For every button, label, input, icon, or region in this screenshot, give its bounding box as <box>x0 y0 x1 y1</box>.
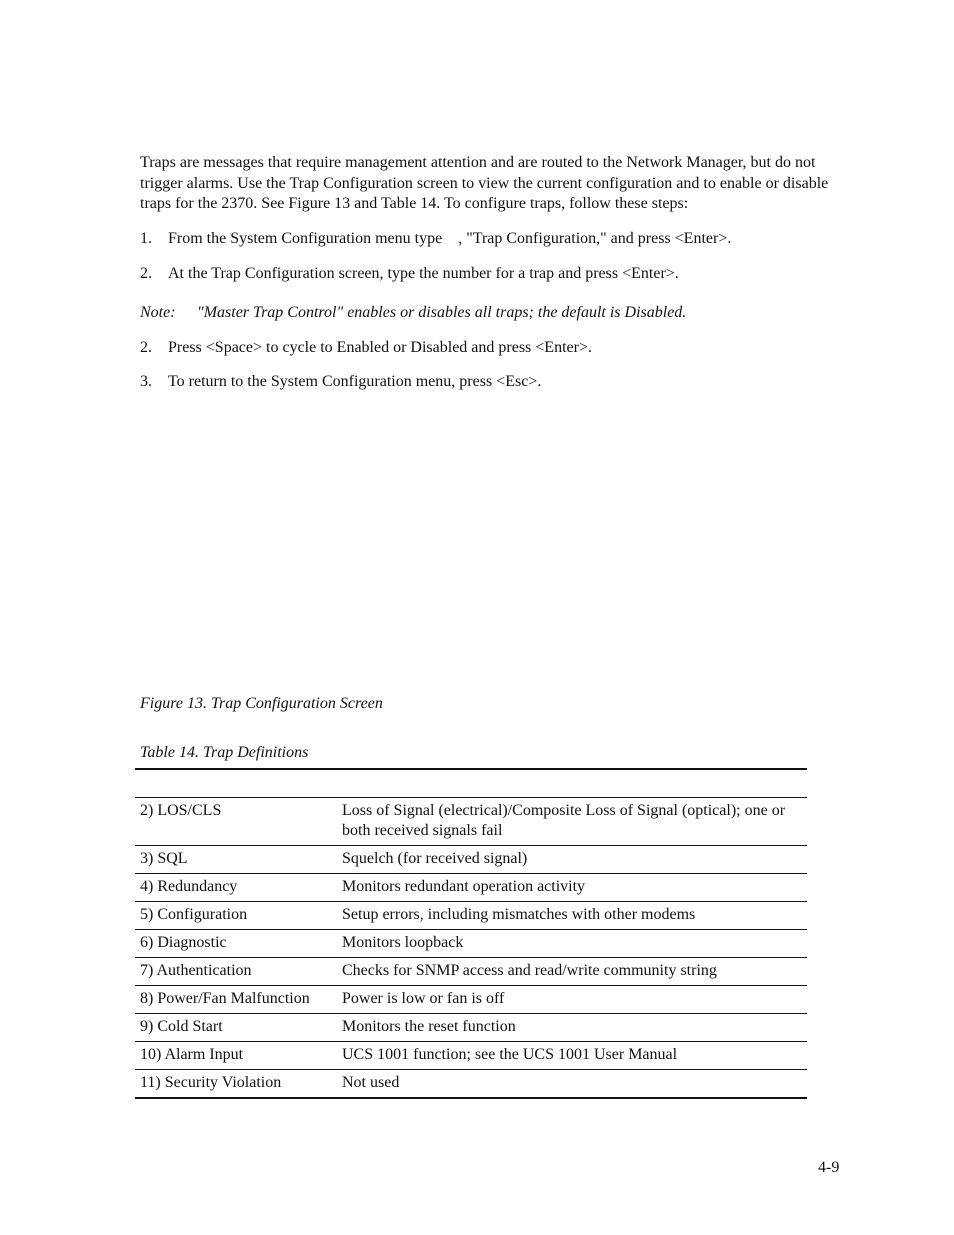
table-header-rule <box>135 768 807 770</box>
step-3 <box>140 372 840 392</box>
step-number: 2. <box>140 339 152 356</box>
trap-description-cell: Checks for SNMP access and read/write community string <box>337 958 807 986</box>
step-number: 2. <box>140 265 152 282</box>
trap-description-cell: UCS 1001 function; see the UCS 1001 User Manual <box>337 1042 807 1070</box>
trap-description-cell: Not used <box>337 1070 807 1099</box>
trap-name-cell: 3) SQL <box>135 846 337 874</box>
figure-caption: Figure 13. Trap Configuration Screen <box>140 695 383 712</box>
page-number: 4-9 <box>818 1159 840 1176</box>
table-row <box>135 986 807 1014</box>
trap-description-cell: Squelch (for received signal) <box>337 846 807 874</box>
step-1 <box>140 229 840 249</box>
trap-name-cell: 9) Cold Start <box>135 1014 337 1042</box>
note-text: "Master Trap Control" enables or disables all traps; the default is Disabled. <box>197 304 687 321</box>
table-row <box>135 958 807 986</box>
trap-name-cell: 10) Alarm Input <box>135 1042 337 1070</box>
trap-description-cell: Monitors loopback <box>337 930 807 958</box>
table-row <box>135 846 807 874</box>
table-row <box>135 902 807 930</box>
note-label: Note: <box>140 304 176 321</box>
table-row <box>135 930 807 958</box>
step-2 <box>140 264 840 284</box>
table-caption: Table 14. Trap Definitions <box>140 744 309 761</box>
table-row <box>135 1042 807 1070</box>
trap-name-cell: 11) Security Violation <box>135 1070 337 1099</box>
step-number: 3. <box>140 373 152 390</box>
trap-name-cell: 7) Authentication <box>135 958 337 986</box>
step-text: Press <Space> to cycle to Enabled or Disabled and press <Enter>. <box>168 339 592 356</box>
trap-description-cell: Setup errors, including mismatches with other modems <box>337 902 807 930</box>
table-row <box>135 874 807 902</box>
trap-name-cell: 6) Diagnostic <box>135 930 337 958</box>
table-row <box>135 798 807 846</box>
trap-name-cell: 8) Power/Fan Malfunction <box>135 986 337 1014</box>
step-number: 1. <box>140 230 152 247</box>
note <box>140 303 686 323</box>
table-row <box>135 1070 807 1099</box>
trap-description-cell: Loss of Signal (electrical)/Composite Loss of Signal (optical); one or both received signals fail <box>337 798 807 846</box>
step-text: From the System Configuration menu type , "Trap Configuration," and press <Enter>. <box>168 230 732 247</box>
intro-paragraph: Traps are messages that require management attention and are routed to the Network Manager, but do not trigger alarms. Use the Trap Configuration screen to view the current configuration and to enable or disable traps for the 2370. See Figure 13 and Table 14. To configure traps, follow these steps: <box>140 154 829 212</box>
trap-description-cell: Monitors redundant operation activity <box>337 874 807 902</box>
trap-name-cell: 2) LOS/CLS <box>135 798 337 846</box>
trap-name-cell: 5) Configuration <box>135 902 337 930</box>
step-text: At the Trap Configuration screen, type the number for a trap and press <Enter>. <box>168 265 679 282</box>
table-row <box>135 1014 807 1042</box>
trap-definitions-table <box>135 797 807 1099</box>
trap-description-cell: Monitors the reset function <box>337 1014 807 1042</box>
trap-description-cell: Power is low or fan is off <box>337 986 807 1014</box>
trap-name-cell: 4) Redundancy <box>135 874 337 902</box>
step-2b <box>140 338 840 358</box>
step-text: To return to the System Configuration menu, press <Esc>. <box>168 373 542 390</box>
